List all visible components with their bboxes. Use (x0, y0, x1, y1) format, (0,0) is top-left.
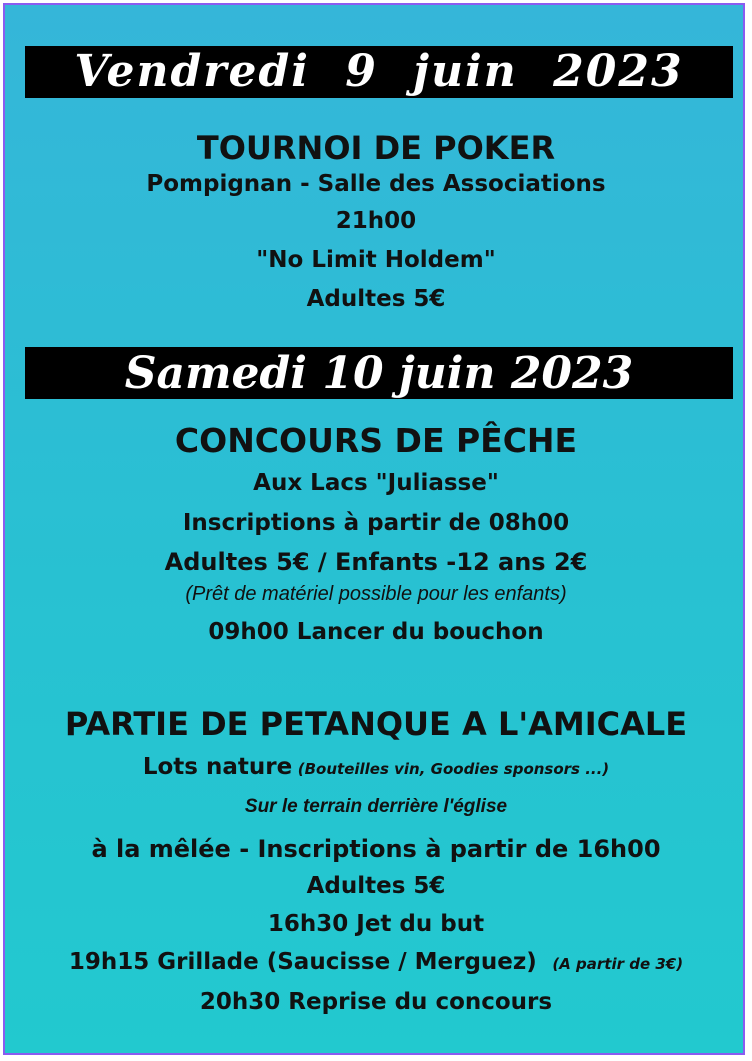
poker-game: "No Limit Holdem" (256, 247, 496, 273)
petanque-prizes: Lots nature (142, 754, 293, 780)
fishing-place: Aux Lacs "Juliasse" (253, 470, 499, 496)
fishing-title: CONCOURS DE PÊCHE (174, 421, 578, 460)
saturday-date-banner: Samedi 10 juin 2023 (25, 347, 733, 399)
petanque-start: 16h30 Jet du but (267, 911, 485, 937)
poker-price: Adultes 5€ (306, 286, 446, 312)
fishing-start: 09h00 Lancer du bouchon (208, 619, 544, 645)
fishing-price: Adultes 5€ / Enfants -12 ans 2€ (164, 548, 588, 576)
petanque-registration: à la mêlée - Inscriptions à partir de 16h00 (91, 835, 661, 863)
poker-title: TOURNOI DE POKER (196, 129, 556, 167)
petanque-location: Sur le terrain derrière l'église (244, 796, 508, 817)
petanque-resume: 20h30 Reprise du concours (199, 989, 553, 1015)
petanque-prizes-line (5, 754, 747, 780)
petanque-title: PARTIE DE PETANQUE A L'AMICALE (64, 705, 688, 743)
petanque-grill-line (5, 949, 747, 975)
petanque-prizes-detail: (Bouteilles vin, Goodies sponsors ...) (297, 760, 610, 778)
event-poster (3, 3, 745, 1055)
friday-date-banner: Vendredi 9 juin 2023 (25, 46, 733, 98)
petanque-price: Adultes 5€ (306, 873, 446, 899)
poker-time: 21h00 (335, 208, 417, 234)
poker-place: Pompignan - Salle des Associations (146, 171, 606, 197)
fishing-note: (Prêt de matériel possible pour les enfants) (185, 583, 567, 605)
fishing-registration: Inscriptions à partir de 08h00 (182, 510, 570, 536)
petanque-grill-price: (A partir de 3€) (552, 955, 684, 973)
petanque-grill: 19h15 Grillade (Saucisse / Merguez) (68, 949, 537, 975)
